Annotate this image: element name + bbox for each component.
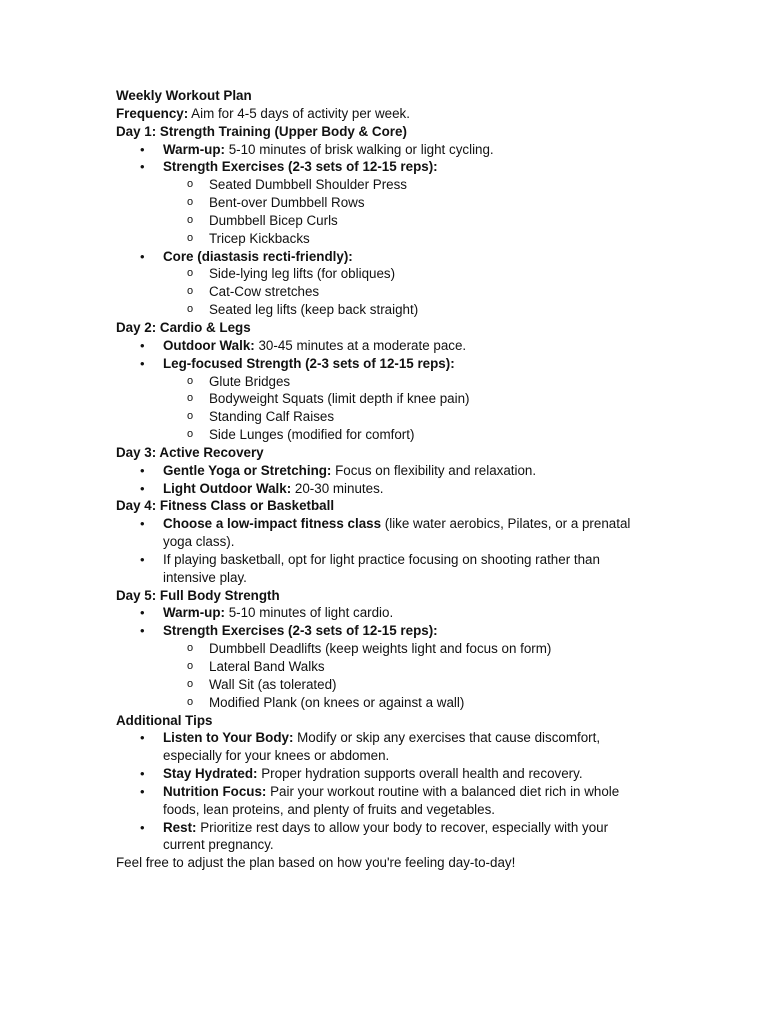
exercise-name: Standing Calf Raises: [209, 409, 335, 425]
list-item: [140, 819, 643, 855]
day1-list: [116, 141, 656, 319]
hydrated-text: Proper hydration supports overall health and recovery.: [257, 766, 583, 782]
circle-bullet-icon: o: [187, 428, 194, 441]
sub-list-item: [187, 390, 656, 408]
closing-line: Feel free to adjust the plan based on how you're feeling day-to-day!: [116, 855, 516, 871]
circle-bullet-icon: o: [187, 285, 194, 298]
sub-list-item: [187, 230, 656, 248]
day5-heading: Day 5: Full Body Strength: [116, 587, 280, 603]
circle-bullet-icon: o: [187, 677, 194, 690]
list-item: [140, 355, 656, 444]
exercise-name: Glute Bridges: [209, 373, 291, 389]
exercise-name: Seated Dumbbell Shoulder Press: [209, 177, 407, 193]
bullet-icon: •: [140, 480, 145, 496]
hydrated-label: Stay Hydrated:: [163, 766, 258, 782]
day2-legs-sublist: [163, 373, 656, 444]
walk-text: 30-45 minutes at a moderate pace.: [254, 337, 467, 353]
circle-bullet-icon: o: [187, 695, 194, 708]
nutrition-text: Pair your workout routine with a balanced diet rich in whole foods, lean proteins, and plenty of fruits and vegetables.: [163, 783, 620, 817]
day2-list: [116, 337, 656, 444]
list-item: [140, 515, 643, 551]
circle-bullet-icon: o: [187, 267, 194, 280]
bullet-icon: •: [140, 819, 145, 835]
sub-list-item: [187, 176, 656, 194]
list-item: [140, 480, 656, 498]
yoga-text: Focus on flexibility and relaxation.: [331, 462, 537, 478]
workout-plan-document: [116, 87, 656, 872]
exercise-name: Seated leg lifts (keep back straight): [209, 302, 419, 318]
circle-bullet-icon: o: [187, 392, 194, 405]
day4-list: [116, 515, 656, 586]
exercise-name: Lateral Band Walks: [209, 659, 325, 674]
exercise-name: Bent-over Dumbbell Rows: [209, 195, 365, 211]
bullet-icon: •: [140, 248, 145, 264]
list-item: [140, 729, 643, 765]
legs-label: Leg-focused Strength (2-3 sets of 12-15 reps):: [163, 355, 455, 371]
listen-label: Listen to Your Body:: [163, 730, 294, 746]
sub-list-item: [187, 373, 656, 391]
circle-bullet-icon: o: [187, 642, 194, 655]
exercise-name: Cat-Cow stretches: [209, 284, 320, 300]
sub-list-item: [187, 301, 656, 319]
bullet-icon: •: [140, 623, 145, 639]
exercise-name: Dumbbell Deadlifts (keep weights light and focus on form): [209, 641, 552, 657]
strength-label: Strength Exercises (2-3 sets of 12-15 reps):: [163, 159, 438, 175]
day5-list: [116, 604, 656, 711]
listen-text: Modify or skip any exercises that cause discomfort, especially for your knees or abdomen.: [163, 730, 601, 764]
bullet-icon: •: [140, 141, 145, 157]
warmup-label: Warm-up:: [163, 141, 225, 157]
sub-list-item: [187, 426, 656, 444]
tips-list: [116, 729, 656, 854]
light-walk-text: 20-30 minutes.: [291, 480, 384, 496]
warmup-text: 5-10 minutes of light cardio.: [224, 605, 394, 621]
circle-bullet-icon: o: [187, 303, 194, 316]
list-item: [140, 604, 656, 622]
rest-text: Prioritize rest days to allow your body to recover, especially with your current pregnancy.: [163, 819, 609, 853]
sub-list-item: [187, 408, 656, 426]
frequency-label: Frequency:: [116, 105, 189, 121]
day1-strength-sublist: [163, 176, 656, 247]
exercise-name: Side-lying leg lifts (for obliques): [209, 266, 396, 282]
circle-bullet-icon: o: [187, 178, 194, 191]
bullet-icon: •: [140, 355, 145, 371]
bullet-icon: •: [140, 159, 145, 175]
class-label: Choose a low-impact fitness class: [163, 516, 382, 532]
day4-heading: Day 4: Fitness Class or Basketball: [116, 498, 335, 514]
frequency-text: Aim for 4-5 days of activity per week.: [188, 105, 410, 121]
sub-list-item: [187, 194, 656, 212]
circle-bullet-icon: o: [187, 196, 194, 209]
day1-heading: Day 1: Strength Training (Upper Body & Core): [116, 123, 407, 139]
sub-list-item: [187, 658, 656, 676]
circle-bullet-icon: o: [187, 213, 194, 226]
exercise-name: Wall Sit (as tolerated): [209, 676, 337, 692]
list-item: [140, 248, 656, 319]
basketball-text: If playing basketball, opt for light practice focusing on shooting rather than intensive play.: [163, 551, 600, 585]
list-item: [140, 158, 656, 247]
sub-list-item: [187, 265, 656, 283]
day5-strength-sublist: [163, 640, 656, 711]
warmup-text: 5-10 minutes of brisk walking or light cycling.: [224, 141, 494, 157]
exercise-name: Bodyweight Squats (limit depth if knee pain): [209, 391, 470, 407]
bullet-icon: •: [140, 516, 145, 532]
sub-list-item: [187, 640, 656, 658]
circle-bullet-icon: o: [187, 660, 194, 672]
bullet-icon: •: [140, 551, 145, 567]
exercise-name: Modified Plank (on knees or against a wall): [209, 694, 465, 710]
exercise-name: Dumbbell Bicep Curls: [209, 212, 338, 228]
day3-list: [116, 462, 656, 498]
class-text: (like water aerobics, Pilates, or a prenatal yoga class).: [163, 516, 631, 550]
day3-heading: Day 3: Active Recovery: [116, 444, 264, 460]
list-item: [140, 462, 656, 480]
day1-core-sublist: [163, 265, 656, 319]
frequency-line: [116, 105, 656, 123]
list-item: [140, 783, 643, 819]
circle-bullet-icon: o: [187, 374, 194, 387]
rest-label: Rest:: [163, 819, 197, 835]
list-item: [140, 141, 656, 159]
circle-bullet-icon: o: [187, 231, 194, 244]
list-item: [140, 622, 656, 711]
nutrition-label: Nutrition Focus:: [163, 783, 267, 799]
warmup-label: Warm-up:: [163, 605, 225, 621]
list-item: [140, 337, 656, 355]
circle-bullet-icon: o: [187, 410, 194, 423]
sub-list-item: [187, 676, 656, 694]
bullet-icon: •: [140, 783, 145, 799]
document-title: Weekly Workout Plan: [116, 88, 252, 103]
bullet-icon: •: [140, 605, 145, 621]
core-label: Core (diastasis recti-friendly):: [163, 248, 353, 264]
bullet-icon: •: [140, 766, 145, 782]
exercise-name: Side Lunges (modified for comfort): [209, 427, 415, 443]
list-item: [140, 551, 643, 587]
light-walk-label: Light Outdoor Walk:: [163, 480, 292, 496]
bullet-icon: •: [140, 462, 145, 478]
yoga-label: Gentle Yoga or Stretching:: [163, 462, 332, 478]
sub-list-item: [187, 694, 656, 712]
strength-label: Strength Exercises (2-3 sets of 12-15 reps):: [163, 623, 438, 639]
walk-label: Outdoor Walk:: [163, 337, 255, 353]
bullet-icon: •: [140, 730, 145, 746]
sub-list-item: [187, 212, 656, 230]
sub-list-item: [187, 283, 656, 301]
list-item: [140, 765, 643, 783]
bullet-icon: •: [140, 337, 145, 353]
tips-heading: Additional Tips: [116, 712, 213, 728]
day2-heading: Day 2: Cardio & Legs: [116, 319, 251, 335]
exercise-name: Tricep Kickbacks: [209, 230, 310, 246]
